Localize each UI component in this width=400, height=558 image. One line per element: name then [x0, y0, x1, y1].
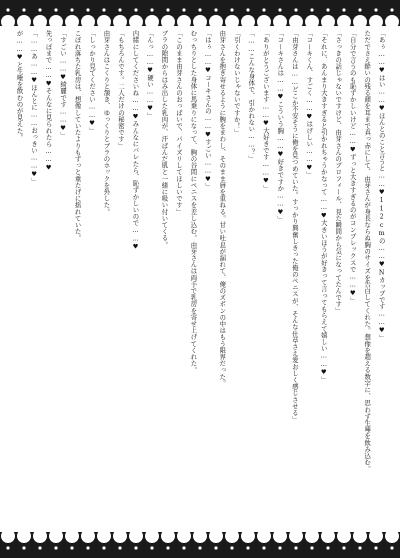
lace-eyelet [166, 8, 169, 11]
lace-scallop [257, 15, 271, 26]
lace-eyelet [118, 546, 121, 549]
lace-scallop [1, 15, 15, 26]
column-text: が……♥と生唾を飲むのが見えた。 [15, 30, 24, 141]
lace-eyelet [118, 8, 121, 11]
lace-eyelet [358, 8, 361, 11]
text-column [333, 30, 343, 528]
lace-scallop [289, 15, 303, 26]
column-text: 「さっきの話じゃないですけど、由芽さんのプロフィール、見た瞬間から気になってたんです」 [334, 30, 343, 314]
column-text: 「由芽さんは……どこか不安そうに俺を見つめていた。すっかり興奮しきった俺のペニスが、そんな仕草さえ愛おしく感じさせる」 [290, 30, 299, 423]
text-column [86, 30, 96, 528]
lace-scallop [369, 532, 383, 543]
lace-eyelet [70, 546, 73, 549]
lace-eyelet [22, 8, 25, 11]
text-column [115, 30, 125, 528]
lace-scallop [65, 532, 79, 543]
lace-border-top [0, 0, 400, 26]
text-column [217, 30, 227, 528]
lace-eyelet [6, 546, 9, 549]
lace-scallop [129, 15, 143, 26]
lace-scallop [257, 532, 271, 543]
lace-eyelet [230, 546, 233, 549]
text-column [144, 30, 154, 528]
text-column [28, 30, 38, 528]
lace-eyelet [70, 8, 73, 11]
column-text: 「このまま由芽さんのおっぱいで、パイズリしてほしいです」 [174, 30, 183, 215]
lace-scallop [353, 532, 367, 543]
column-text: こぼれ落ちた乳房は、想像していたよりもずっと重たげに揺れていた。 [73, 30, 82, 242]
lace-eyelet [86, 546, 89, 549]
lace-eyelet [150, 8, 153, 11]
lace-scallop [145, 15, 159, 26]
lace-eyelet [198, 546, 201, 549]
lace-eyelet [262, 546, 265, 549]
manga-text-page [14, 30, 386, 528]
lace-eyelet [54, 546, 57, 549]
column-text: 「あぅ……♥はい……♥ほんとのこと言うと……♥112cmの……♥Nカップです……♥」 [377, 30, 386, 341]
lace-pattern-bottom [0, 532, 400, 558]
lace-scallop [81, 15, 95, 26]
column-text: 由芽さんを抱き寄せるように腕をまわし、そのまま唇を重ねる。甘い吐息が漏れて、俺のズボンの中はもう限界だった。 [218, 30, 227, 387]
lace-scallop [129, 532, 143, 543]
text-column [202, 30, 212, 528]
lace-eyelet [390, 546, 393, 549]
lace-scallop [49, 15, 63, 26]
lace-eyelet [230, 8, 233, 11]
lace-eyelet [246, 8, 249, 11]
lace-eyelet [134, 546, 137, 549]
text-column [246, 30, 256, 528]
lace-scallop [113, 532, 127, 543]
lace-scallop [33, 532, 47, 543]
lace-scallop [17, 532, 31, 543]
text-column [304, 30, 314, 528]
lace-scallop [145, 532, 159, 543]
column-text: 「引くわけないじゃないですか！」 [232, 30, 241, 136]
lace-eyelet [390, 8, 393, 11]
column-text: 「すごい……♥綺麗です……♥」 [59, 30, 68, 139]
lace-eyelet [102, 8, 105, 11]
lace-scallop [305, 15, 319, 26]
lace-eyelet [310, 546, 313, 549]
lace-scallop [225, 15, 239, 26]
lace-eyelet [374, 546, 377, 549]
lace-scallop [17, 15, 31, 26]
lace-scallop [321, 532, 335, 543]
column-text: 「はぅ……♥コーキさんの……♥すごい……♥」 [203, 30, 212, 190]
lace-scallop [177, 532, 191, 543]
text-column [260, 30, 270, 528]
column-text: 「しっかり見てください……♥」 [88, 30, 97, 134]
column-text: むっちりとした身体に馬乗りになって、胸の谷間にペニスを差し込む。由芽さんは両手で乳房を寄せ上げてくれた。 [189, 30, 198, 374]
lace-eyelet [182, 8, 185, 11]
lace-eyelet [374, 8, 377, 11]
lace-scallop [209, 15, 223, 26]
lace-scallop [97, 532, 111, 543]
lace-eyelet [134, 8, 137, 11]
lace-eyelet [214, 8, 217, 11]
text-column [231, 30, 241, 528]
lace-scallop [193, 15, 207, 26]
lace-scallop [113, 15, 127, 26]
lace-eyelet [166, 546, 169, 549]
lace-eyelet [310, 8, 313, 11]
lace-scallop [161, 532, 175, 543]
lace-eyelet [278, 546, 281, 549]
lace-scallop [209, 532, 223, 543]
lace-scallop [1, 532, 15, 543]
text-column [159, 30, 169, 528]
lace-scallop [385, 15, 399, 26]
text-column [14, 30, 24, 528]
lace-border-bottom [0, 532, 400, 558]
lace-scallop [49, 532, 63, 543]
lace-eyelet [102, 546, 105, 549]
lace-scallop [353, 15, 367, 26]
lace-scallop [337, 532, 351, 543]
column-text: 由芽さんはこくりと頷き、ゆっくりとブラのホックを外した。 [102, 30, 111, 215]
lace-eyelet [54, 8, 57, 11]
lace-eyelet [342, 546, 345, 549]
column-text: 内緒にしてくださいね……♥みんなにバレたら、恥ずかしいので……♥ [131, 30, 140, 251]
text-column [130, 30, 140, 528]
text-column [57, 30, 67, 528]
text-column [318, 30, 328, 528]
lace-eyelet [326, 546, 329, 549]
column-text: 先っぽまで……♥そんなに見られたら……♥ [44, 30, 53, 172]
lace-scallop [305, 532, 319, 543]
column-text: ただでさえ酔いの残る顔を耳まで真っ赤にして、由芽さんが身長ならぬ胸のサイズを告白してくれた。想像を超える数字に、思わず生唾を飲み込む。 [363, 30, 372, 473]
column-text: ブラの隙間からはみ出した乳肉が、汗ばんだ肌と一緒に吸い付いてくる。 [160, 30, 169, 248]
lace-eyelet [294, 8, 297, 11]
column-text: 「コーキさんは……♥こういう胸……♥好きですか……♥」 [276, 30, 285, 223]
lace-eyelet [22, 546, 25, 549]
lace-scallop [225, 532, 239, 543]
lace-scallop [241, 532, 255, 543]
lace-scallop [321, 15, 335, 26]
lace-scallop [97, 15, 111, 26]
column-text: 「自分で言うのも恥ずかしいけど……♥ずっと大きすぎるのがコンプレックスで……♥」 [348, 30, 357, 304]
lace-scallop [289, 532, 303, 543]
lace-scallop [273, 532, 287, 543]
lace-eyelet [246, 546, 249, 549]
text-column [362, 30, 372, 528]
text-column [275, 30, 285, 528]
lace-eyelet [358, 546, 361, 549]
text-column [376, 30, 386, 528]
lace-eyelet [150, 546, 153, 549]
column-text: 「ありがとうございます……♥大好きです……♥」 [261, 30, 270, 192]
lace-eyelet [198, 8, 201, 11]
text-column [289, 30, 299, 528]
text-column [72, 30, 82, 528]
lace-eyelet [6, 8, 9, 11]
lace-eyelet [262, 8, 265, 11]
text-column [173, 30, 183, 528]
lace-pattern-top [0, 0, 400, 26]
lace-scallop [81, 532, 95, 543]
lace-eyelet [214, 546, 217, 549]
column-text: 「もちろんです。二人だけの秘密です」 [116, 30, 125, 149]
lace-eyelet [278, 8, 281, 11]
lace-eyelet [86, 8, 89, 11]
lace-scallop [385, 532, 399, 543]
text-column [188, 30, 198, 528]
lace-scallop [33, 15, 47, 26]
column-text: 「それに、あんまり大きすぎると引かれちゃうかなって……♥大きいほうが好きって言ってもらえて嬉しい……♥」 [319, 30, 328, 383]
lace-eyelet [182, 546, 185, 549]
lace-eyelet [38, 546, 41, 549]
lace-scallop [193, 532, 207, 543]
lace-scallop [65, 15, 79, 26]
lace-eyelet [326, 8, 329, 11]
lace-eyelet [342, 8, 345, 11]
lace-scallop [369, 15, 383, 26]
column-text: 「コーキくん、すごく……♥はげしい……♥」 [305, 30, 314, 179]
column-text: 「……こんな身体で、引かれない……？」 [247, 30, 256, 162]
column-text: 「んっ……♥硬い……♥」 [145, 30, 154, 119]
lace-scallop [161, 15, 175, 26]
column-text: 「……あ……♥ほんとに……おっきい……♥」 [30, 30, 39, 185]
lace-scallop [337, 15, 351, 26]
lace-eyelet [294, 546, 297, 549]
text-column [101, 30, 111, 528]
lace-scallop [273, 15, 287, 26]
lace-eyelet [38, 8, 41, 11]
lace-scallop [177, 15, 191, 26]
text-column [347, 30, 357, 528]
lace-scallop [241, 15, 255, 26]
text-column [43, 30, 53, 528]
